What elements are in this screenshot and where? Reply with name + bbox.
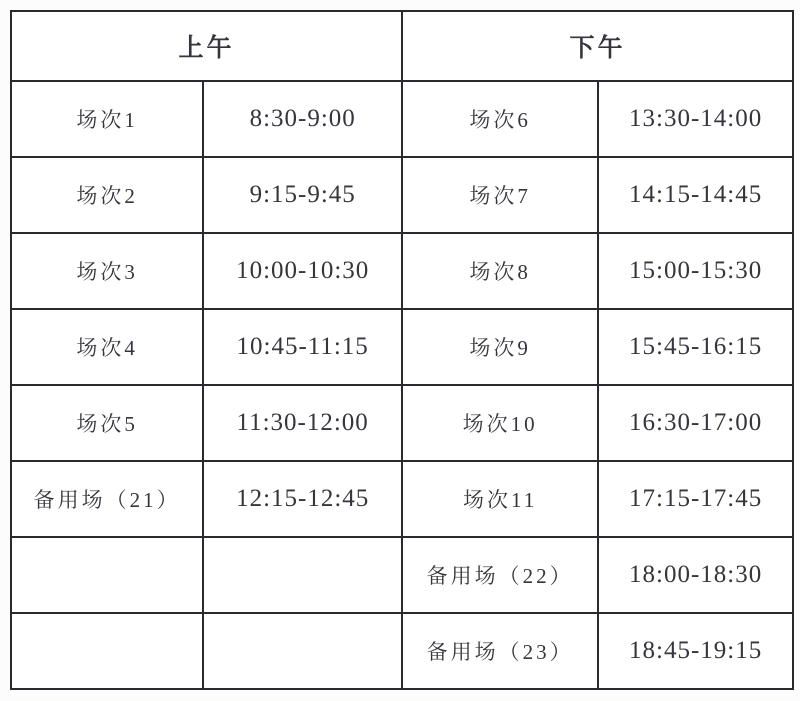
morning-time-value: 11:30-12:00 <box>203 385 402 461</box>
morning-time-value-empty <box>203 613 402 689</box>
afternoon-time-value: 14:15-14:45 <box>598 157 793 233</box>
afternoon-time-value: 18:45-19:15 <box>598 613 793 689</box>
afternoon-time-value: 17:15-17:45 <box>598 461 793 537</box>
table-row <box>11 81 793 157</box>
morning-session-label: 场次5 <box>11 385 203 461</box>
afternoon-header: 下午 <box>402 11 793 81</box>
morning-session-label: 场次3 <box>11 233 203 309</box>
table-row <box>11 157 793 233</box>
exam-session-schedule-table <box>10 10 794 690</box>
afternoon-session-label: 场次11 <box>402 461 598 537</box>
morning-time-value-empty <box>203 537 402 613</box>
morning-session-label-empty <box>11 613 203 689</box>
afternoon-time-value: 15:00-15:30 <box>598 233 793 309</box>
morning-session-label: 场次1 <box>11 81 203 157</box>
morning-time-value: 9:15-9:45 <box>203 157 402 233</box>
afternoon-session-label: 场次6 <box>402 81 598 157</box>
afternoon-time-value: 16:30-17:00 <box>598 385 793 461</box>
afternoon-session-label: 备用场（23） <box>402 613 598 689</box>
afternoon-time-value: 15:45-16:15 <box>598 309 793 385</box>
table-row <box>11 233 793 309</box>
afternoon-session-label: 场次9 <box>402 309 598 385</box>
afternoon-session-label: 备用场（22） <box>402 537 598 613</box>
afternoon-time-value: 18:00-18:30 <box>598 537 793 613</box>
table-row <box>11 309 793 385</box>
morning-time-value: 12:15-12:45 <box>203 461 402 537</box>
header-row <box>11 11 793 81</box>
table-row <box>11 385 793 461</box>
afternoon-time-value: 13:30-14:00 <box>598 81 793 157</box>
afternoon-session-label: 场次8 <box>402 233 598 309</box>
afternoon-session-label: 场次10 <box>402 385 598 461</box>
morning-time-value: 10:45-11:15 <box>203 309 402 385</box>
morning-session-label: 备用场（21） <box>11 461 203 537</box>
table-row <box>11 537 793 613</box>
table-row <box>11 613 793 689</box>
morning-session-label-empty <box>11 537 203 613</box>
morning-session-label: 场次2 <box>11 157 203 233</box>
morning-session-label: 场次4 <box>11 309 203 385</box>
morning-time-value: 8:30-9:00 <box>203 81 402 157</box>
morning-header: 上午 <box>11 11 402 81</box>
afternoon-session-label: 场次7 <box>402 157 598 233</box>
table-row <box>11 461 793 537</box>
morning-time-value: 10:00-10:30 <box>203 233 402 309</box>
